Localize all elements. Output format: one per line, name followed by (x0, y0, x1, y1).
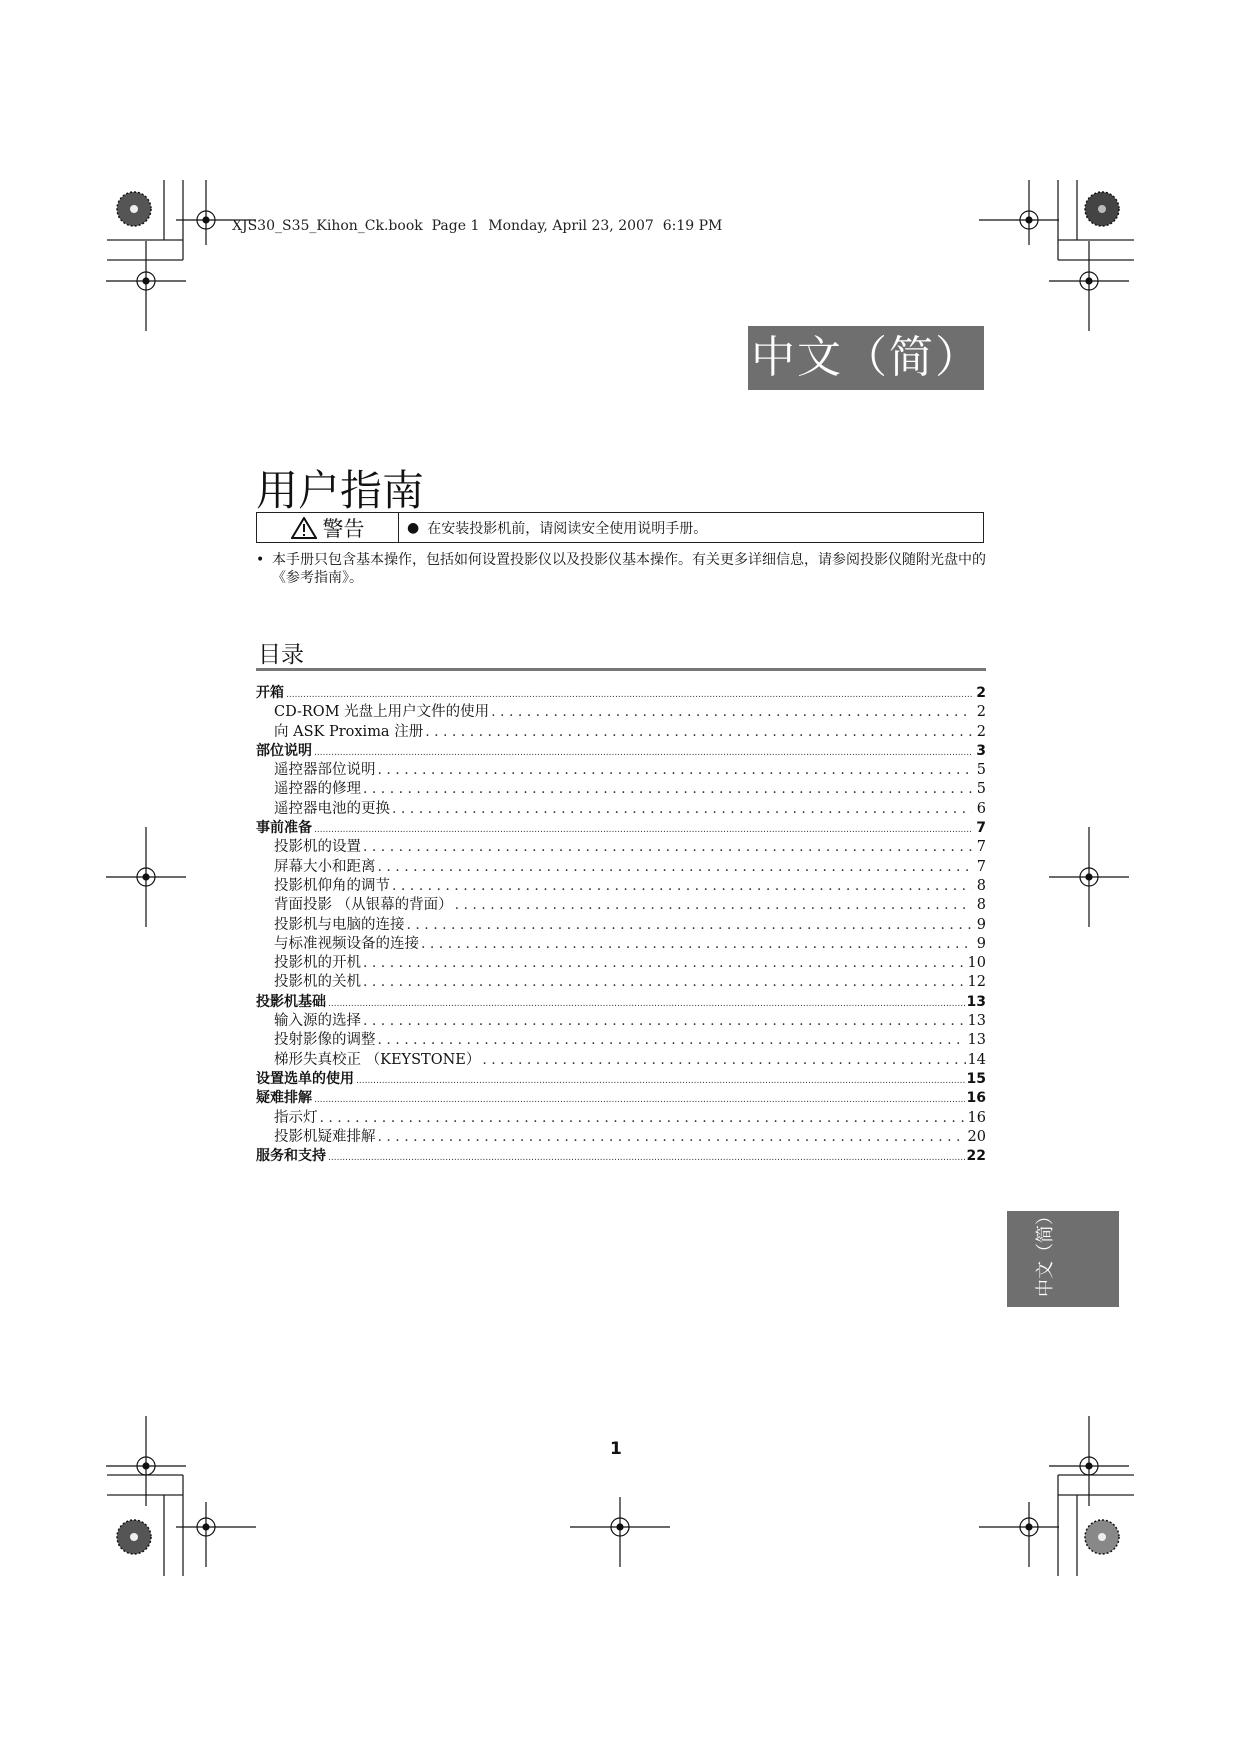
toc-entry-page: 3 (976, 742, 986, 759)
warning-text: 在安装投影机前，请阅读安全使用说明手册。 (427, 520, 708, 537)
toc-entry-page: 12 (967, 974, 986, 991)
toc-entry-page: 7 (976, 839, 986, 856)
toc-entry-page: 9 (976, 916, 986, 933)
toc-entry-page: 20 (967, 1128, 986, 1145)
toc-entry-title: CD-ROM 光盘上用户文件的使用 (274, 704, 490, 721)
bullet-icon: • (256, 552, 265, 568)
toc-subsection-entry[interactable] (256, 1012, 986, 1031)
toc-entry-title: 投影机与电脑的连接 (274, 916, 405, 933)
toc-entry-title: 输入源的选择 (274, 1013, 361, 1030)
toc-entry-title: 指示灯 (274, 1109, 318, 1126)
toc-dot-leader (363, 973, 966, 992)
warning-message (407, 513, 707, 542)
toc-entry-page: 8 (976, 897, 986, 914)
toc-entry-page: 14 (967, 1051, 986, 1068)
toc-entry-page: 16 (966, 1090, 986, 1107)
print-header: XJS30_S35_Kihon_Ck.book Page 1 Monday, April 23, 2007 6:19 PM (232, 218, 723, 234)
bullet-icon: ● (407, 519, 420, 536)
toc-entry-page: 5 (976, 762, 986, 779)
toc-entry-title: 屏幕大小和距离 (274, 858, 376, 875)
side-language-tab-label: 中文（简） (1035, 1207, 1056, 1297)
document-title: 用户指南 (256, 466, 425, 515)
toc-section-entry[interactable] (256, 819, 986, 838)
warning-triangle-icon (291, 517, 317, 539)
toc-dot-leader (482, 1051, 965, 1070)
toc-divider (256, 668, 986, 671)
toc-entry-page: 2 (976, 685, 986, 701)
toc-dot-leader (314, 742, 972, 763)
toc-subsection-entry[interactable] (256, 703, 986, 722)
toc-entry-page: 6 (976, 800, 986, 817)
toc-entry-title: 遥控器部位说明 (274, 762, 376, 779)
toc-entry-title: 部位说明 (256, 742, 312, 759)
table-of-contents (256, 684, 986, 1166)
toc-subsection-entry[interactable] (256, 838, 986, 857)
toc-dot-leader (328, 993, 965, 1014)
toc-entry-title: 投影机的设置 (274, 839, 361, 856)
toc-subsection-entry[interactable] (256, 896, 986, 915)
toc-entry-title: 向 ASK Proxima 注册 (274, 723, 424, 740)
toc-dot-leader (363, 838, 972, 857)
toc-entry-title: 背面投影 （从银幕的背面） (274, 897, 453, 914)
toc-subsection-entry[interactable] (256, 935, 986, 954)
intro-note-text: 本手册只包含基本操作，包括如何设置投影仪以及投影仪基本操作。有关更多详细信息，请参阅投影仪随附光盘中的《参考指南》。 (272, 552, 986, 586)
toc-subsection-entry[interactable] (256, 800, 986, 819)
toc-entry-title: 投影机仰角的调节 (274, 877, 390, 894)
toc-dot-leader (392, 877, 972, 896)
toc-section-entry[interactable] (256, 742, 986, 761)
toc-entry-page: 2 (976, 704, 986, 721)
toc-dot-leader (378, 1128, 966, 1147)
toc-dot-leader (286, 684, 972, 705)
toc-entry-title: 遥控器的修理 (274, 781, 361, 798)
toc-subsection-entry[interactable] (256, 1051, 986, 1070)
toc-entry-title: 遥控器电池的更换 (274, 800, 390, 817)
toc-entry-title: 投影机的关机 (274, 974, 361, 991)
toc-section-entry[interactable] (256, 1147, 986, 1166)
toc-entry-page: 13 (966, 993, 986, 1010)
toc-entry-page: 9 (976, 935, 986, 952)
toc-dot-leader (363, 954, 966, 973)
toc-dot-leader (392, 800, 972, 819)
toc-subsection-entry[interactable] (256, 1031, 986, 1050)
toc-dot-leader (314, 819, 972, 840)
toc-entry-page: 13 (967, 1013, 986, 1030)
warning-box (256, 512, 984, 543)
toc-entry-title: 服务和支持 (256, 1148, 326, 1165)
toc-entry-title: 梯形失真校正 （KEYSTONE） (274, 1051, 481, 1068)
toc-entry-page: 5 (976, 781, 986, 798)
toc-subsection-entry[interactable] (256, 877, 986, 896)
side-language-tab (1007, 1207, 1119, 1307)
toc-subsection-entry[interactable] (256, 1109, 986, 1128)
toc-subsection-entry[interactable] (256, 761, 986, 780)
intro-note (256, 551, 986, 587)
toc-dot-leader (356, 1070, 965, 1091)
toc-section-entry[interactable] (256, 684, 986, 703)
toc-dot-leader (328, 1147, 965, 1168)
toc-entry-page: 7 (976, 820, 986, 837)
toc-entry-page: 10 (967, 955, 986, 972)
toc-subsection-entry[interactable] (256, 954, 986, 973)
toc-dot-leader (378, 858, 973, 877)
toc-section-entry[interactable] (256, 993, 986, 1012)
toc-subsection-entry[interactable] (256, 858, 986, 877)
toc-dot-leader (455, 896, 972, 915)
toc-entry-title: 投影机的开机 (274, 955, 361, 972)
toc-entry-page: 2 (976, 723, 986, 740)
toc-entry-title: 投射影像的调整 (274, 1032, 376, 1049)
toc-dot-leader (421, 935, 972, 954)
toc-entry-title: 投影机基础 (256, 993, 326, 1010)
toc-dot-leader (378, 761, 973, 780)
toc-entry-title: 疑难排解 (256, 1090, 312, 1107)
toc-dot-leader (425, 723, 972, 742)
toc-entry-page: 22 (966, 1148, 986, 1165)
page-number: 1 (610, 1439, 622, 1459)
toc-heading: 目录 (258, 642, 304, 668)
toc-entry-page: 7 (976, 858, 986, 875)
toc-entry-title: 事前准备 (256, 820, 312, 837)
toc-dot-leader (378, 1031, 966, 1050)
toc-dot-leader (363, 1012, 966, 1031)
toc-dot-leader (407, 916, 973, 935)
toc-entry-page: 8 (976, 877, 986, 894)
toc-entry-page: 16 (967, 1109, 986, 1126)
toc-subsection-entry[interactable] (256, 780, 986, 799)
toc-entry-page: 13 (967, 1032, 986, 1049)
toc-dot-leader (314, 1089, 965, 1110)
warning-label: 警告 (322, 516, 365, 541)
toc-subsection-entry[interactable] (256, 916, 986, 935)
toc-subsection-entry[interactable] (256, 1128, 986, 1147)
toc-subsection-entry[interactable] (256, 973, 986, 992)
warning-label-cell (257, 513, 399, 542)
toc-entry-title: 投影机疑难排解 (274, 1128, 376, 1145)
toc-entry-title: 设置选单的使用 (256, 1070, 354, 1087)
language-tab: 中文（简） (748, 326, 984, 390)
toc-entry-title: 开箱 (256, 685, 284, 701)
toc-entry-page: 15 (966, 1070, 986, 1087)
toc-dot-leader (363, 780, 972, 799)
toc-section-entry[interactable] (256, 1070, 986, 1089)
toc-entry-title: 与标准视频设备的连接 (274, 935, 419, 952)
toc-section-entry[interactable] (256, 1089, 986, 1108)
toc-dot-leader (320, 1109, 966, 1128)
toc-dot-leader (491, 703, 972, 722)
toc-subsection-entry[interactable] (256, 723, 986, 742)
